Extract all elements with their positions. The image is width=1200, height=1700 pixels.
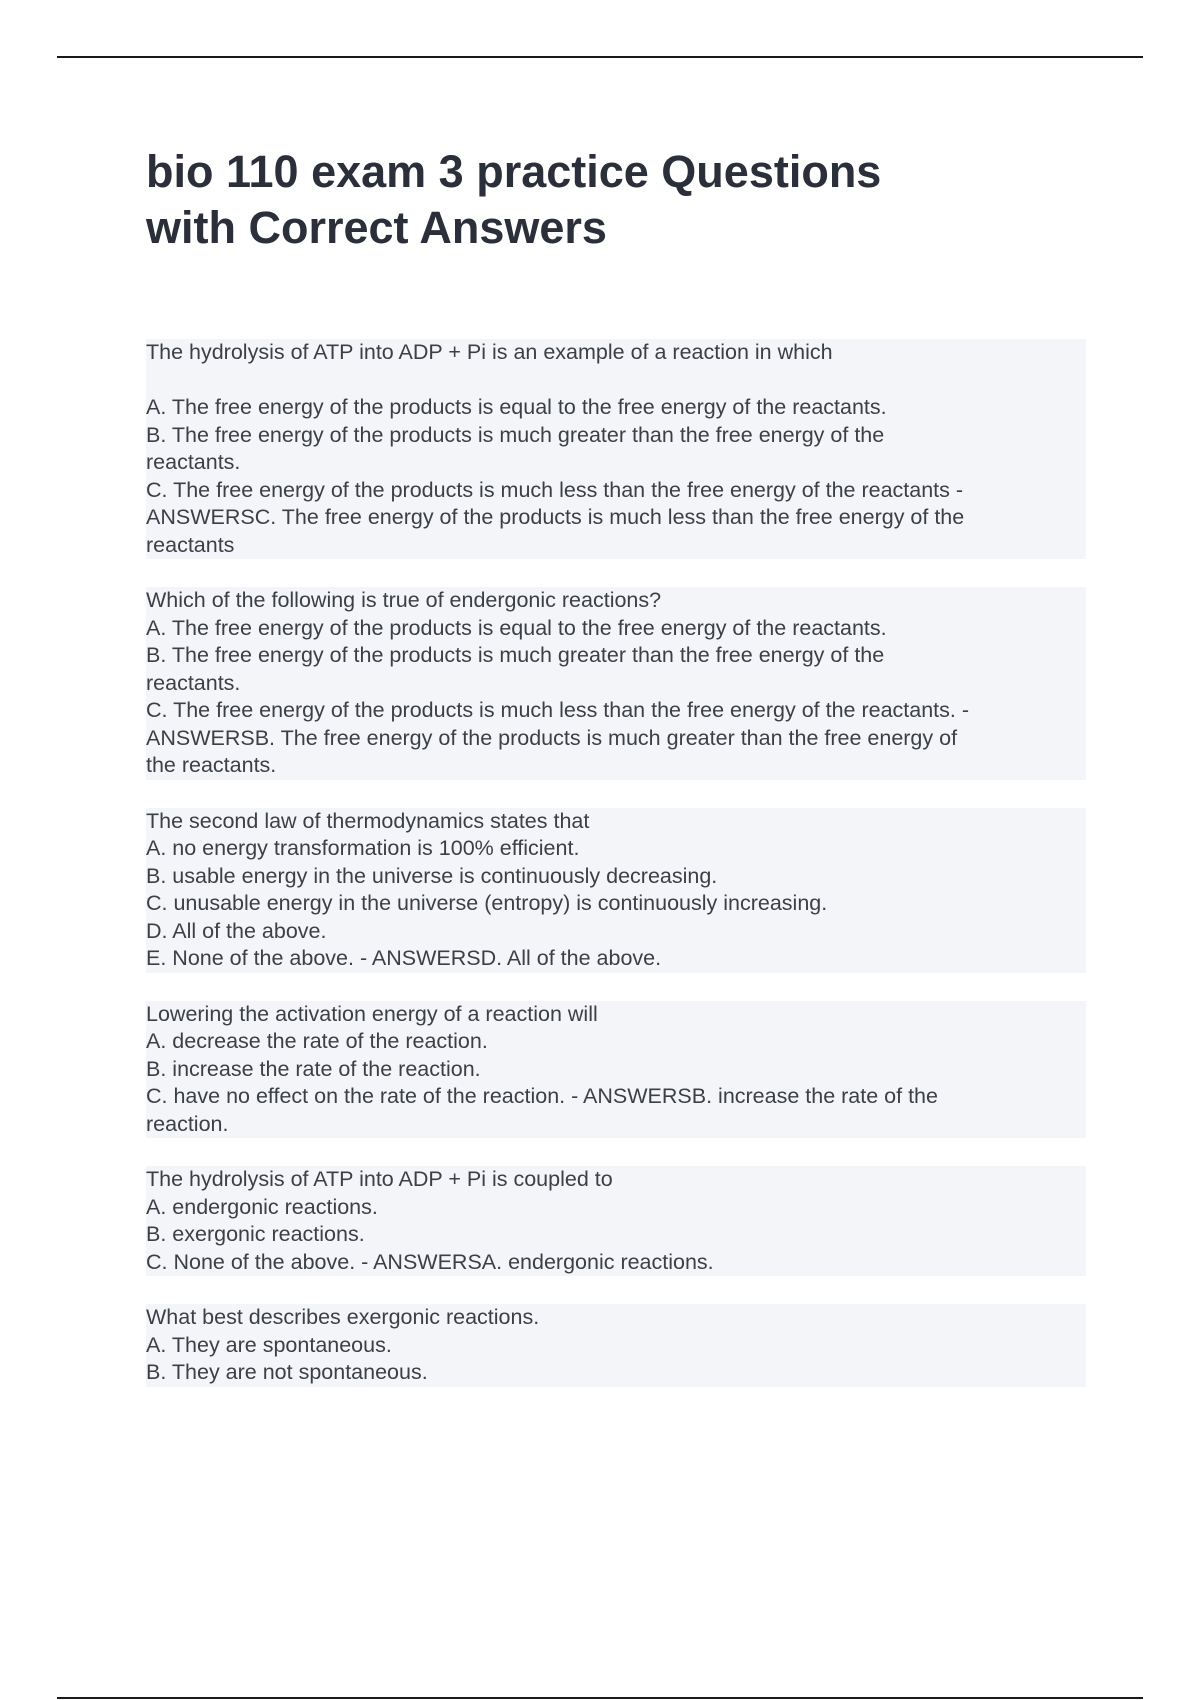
title-line: with Correct Answers (146, 202, 607, 253)
answer-line: ANSWERSC. The free energy of the products is much less than the free energy of the (146, 505, 965, 529)
answer-line: C. The free energy of the products is much less than the free energy of the reactants - (146, 477, 964, 502)
answer-line: reactants. (146, 450, 241, 474)
question-text: Which of the following is true of endergonic reactions? (146, 588, 662, 612)
answer-line: B. usable energy in the universe is continuously decreasing. (146, 863, 718, 888)
question-text: Lowering the activation energy of a reaction will (146, 1001, 598, 1026)
answer-line: A. decrease the rate of the reaction. (146, 1029, 488, 1053)
answer-line: B. The free energy of the products is much greater than the free energy of the (146, 422, 885, 447)
answer-line: B. The free energy of the products is much greater than the free energy of the (146, 643, 885, 667)
question-list (146, 339, 1086, 1415)
answer-line: A. They are spontaneous. (146, 1332, 392, 1357)
answer-line: C. have no effect on the rate of the reaction. - ANSWERSB. increase the rate of the (146, 1084, 938, 1108)
answer-line: B. increase the rate of the reaction. (146, 1056, 481, 1081)
answer-line: A. no energy transformation is 100% efficient. (146, 836, 580, 860)
answer-line: A. endergonic reactions. (146, 1194, 378, 1219)
question-block (146, 339, 1086, 559)
answer-line: C. None of the above. - ANSWERSA. endergonic reactions. (146, 1249, 714, 1274)
title-line: bio 110 exam 3 practice Questions (146, 146, 882, 197)
answer-line: reaction. (146, 1111, 229, 1136)
answer-line: reactants. (146, 670, 241, 695)
top-rule (57, 56, 1143, 58)
answer-line: B. exergonic reactions. (146, 1222, 365, 1246)
question-block (146, 1304, 1086, 1387)
answer-line: C. unusable energy in the universe (entropy) is continuously increasing. (146, 891, 828, 915)
answer-line: the reactants. (146, 753, 277, 777)
question-block (146, 808, 1086, 973)
question-text: The second law of thermodynamics states that (146, 808, 590, 833)
question-block (146, 1001, 1086, 1139)
blank-line (146, 367, 1086, 395)
answer-line: C. The free energy of the products is much less than the free energy of the reactants. - (146, 698, 970, 722)
answer-line: A. The free energy of the products is equal to the free energy of the reactants. (146, 615, 887, 640)
question-text: The hydrolysis of ATP into ADP + Pi is an example of a reaction in which (146, 340, 833, 364)
answer-line: reactants (146, 532, 235, 557)
answer-line: E. None of the above. - ANSWERSD. All of the above. (146, 946, 662, 970)
question-block (146, 1166, 1086, 1276)
question-block (146, 587, 1086, 780)
question-text: The hydrolysis of ATP into ADP + Pi is coupled to (146, 1167, 613, 1191)
answer-line: A. The free energy of the products is equal to the free energy of the reactants. (146, 395, 887, 419)
question-text: What best describes exergonic reactions. (146, 1305, 540, 1329)
answer-line: D. All of the above. (146, 918, 327, 943)
answer-line: ANSWERSB. The free energy of the products is much greater than the free energy of (146, 725, 958, 750)
answer-line: B. They are not spontaneous. (146, 1360, 428, 1384)
bottom-rule (57, 1697, 1143, 1699)
page-title (146, 144, 1046, 256)
